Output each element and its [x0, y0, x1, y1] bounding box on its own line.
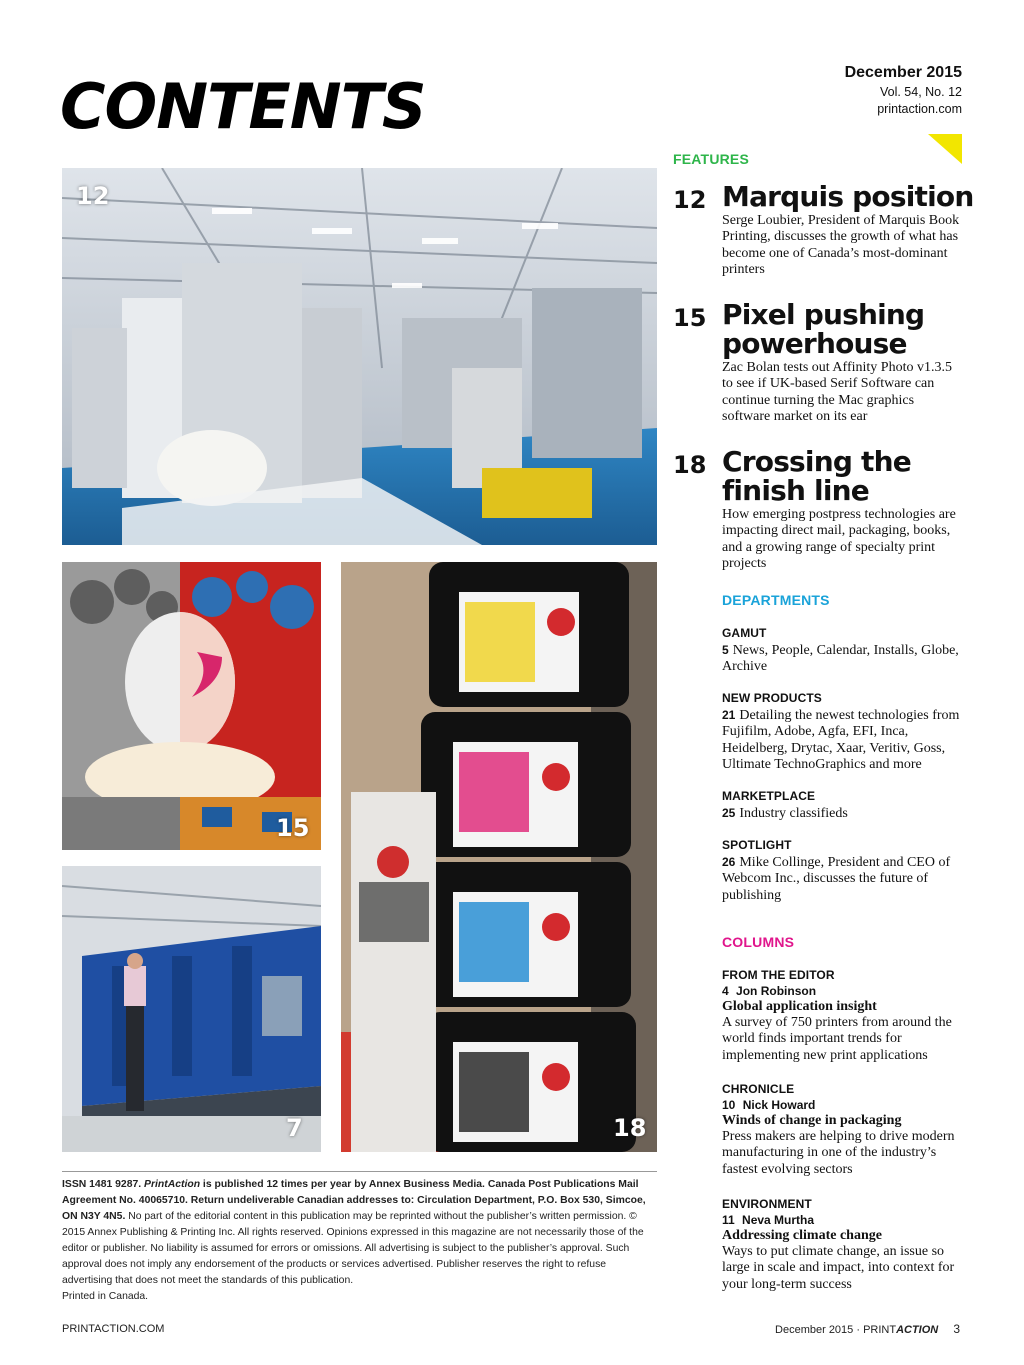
column-title: Global application insight	[722, 999, 877, 1014]
column-name: FROM THE EDITOR	[722, 968, 835, 982]
column-author-line	[722, 1213, 972, 1227]
department-body	[722, 707, 972, 773]
feature-page-number: 15	[673, 304, 707, 332]
column-item[interactable]	[722, 968, 972, 1064]
features-heading: FEATURES	[673, 151, 750, 167]
footer-brand-print: PRINT	[863, 1324, 897, 1336]
column-author: Jon Robinson	[736, 984, 817, 998]
photo-page-number: 12	[76, 182, 110, 210]
department-description: Mike Collinge, President and CEO of Webcom Inc., discusses the future of publishing	[722, 855, 951, 903]
masthead-issn: ISSN 1481 9287.	[62, 1179, 142, 1190]
footer-page-number: 3	[953, 1322, 960, 1336]
column-item[interactable]	[722, 1082, 972, 1178]
footer-brand	[863, 1324, 938, 1336]
footer-brand-action: ACTION	[896, 1324, 939, 1336]
column-description: Press makers are helping to drive modern manufacturing in one of the industry’s fastest evolving sectors	[722, 1129, 955, 1177]
photo-page-number: 18	[613, 1114, 647, 1142]
feature-item[interactable]	[673, 182, 973, 278]
accent-triangle	[928, 134, 962, 164]
masthead-divider	[62, 1171, 657, 1172]
ink-tubs-photo	[341, 562, 657, 1152]
column-page-number: 10	[722, 1098, 736, 1112]
column-page-number: 4	[722, 984, 729, 998]
photo-page-number: 7	[286, 1114, 303, 1142]
footer-folio	[775, 1322, 960, 1336]
column-author-line	[722, 984, 972, 998]
footer-date: December 2015 ·	[775, 1324, 861, 1336]
masthead-publisher-info: is published 12 times per year by Annex Business Media. Canada Post Publications Mail Agreement No. 40065710. Return undeliverable Canadian addresses to: Circulation Department, P.O. Box 530, Simcoe, ON N3Y 4N5.	[62, 1179, 646, 1222]
column-page-number: 11	[722, 1213, 735, 1227]
printing-plant-photo	[62, 168, 657, 545]
department-page-number: 21	[722, 708, 736, 722]
department-description: Industry classifieds	[739, 806, 848, 821]
opera-portrait-photo	[62, 562, 321, 850]
column-description: A survey of 750 printers from around the world finds important trends for implementing new print applications	[722, 1015, 952, 1063]
department-body	[722, 854, 972, 904]
feature-item[interactable]	[673, 300, 973, 425]
feature-title: Marquis position	[722, 180, 974, 213]
feature-description: Serge Loubier, President of Marquis Book Printing, discusses the growth of what has become one of Canada’s most-dominant printers	[722, 213, 960, 277]
column-name: CHRONICLE	[722, 1082, 795, 1096]
feature-page-number: 18	[673, 451, 707, 479]
press-room-photo	[62, 866, 321, 1152]
issue-website: printaction.com	[877, 102, 962, 116]
feature-page-number: 12	[673, 186, 707, 214]
department-name: NEW PRODUCTS	[722, 691, 822, 705]
department-item[interactable]	[722, 838, 972, 904]
columns-heading: COLUMNS	[722, 934, 795, 950]
issue-volume: Vol. 54, No. 12	[879, 85, 962, 99]
department-body	[722, 805, 972, 822]
department-description: News, People, Calendar, Installs, Globe, Archive	[722, 643, 959, 675]
masthead-printed: Printed in Canada.	[62, 1291, 149, 1302]
department-description: Detailing the newest technologies from Fujifilm, Adobe, Agfa, EFI, Inca, Heidelberg, Drytac, Xaar, Veritiv, Goss, Ultimate TechnoGraphics and more	[722, 708, 960, 772]
issue-meta	[845, 64, 962, 116]
department-page-number: 25	[722, 806, 736, 820]
masthead-legal: No part of the editorial content in this publication may be reprinted without the publisher’s written permission. © 2015 Annex Publishing & Printing Inc. All rights reserved. Opinions expressed in this magazine are not necessarily those of the editor or publisher. No liability is assumed for errors or omissions. All advertising is subject to the publisher’s approval. Such approval does not imply any endorsement of the products or services advertised. Publisher reserves the right to refuse advertising that does not meet the standards of this publication.	[62, 1211, 644, 1286]
column-name: ENVIRONMENT	[722, 1197, 812, 1211]
column-title: Addressing climate change	[722, 1228, 882, 1243]
department-item[interactable]	[722, 626, 972, 676]
department-name: SPOTLIGHT	[722, 838, 792, 852]
feature-description: Zac Bolan tests out Affinity Photo v1.3.5 to see if UK-based Serif Software can continue turning the Mac graphics software market on its ear	[722, 360, 952, 424]
masthead-publication-name: PrintAction	[144, 1179, 201, 1190]
feature-title: Pixel pushing powerhouse	[722, 298, 925, 360]
department-page-number: 26	[722, 855, 736, 869]
issue-date: December 2015	[844, 64, 962, 81]
department-name: GAMUT	[722, 626, 767, 640]
feature-item[interactable]	[673, 447, 973, 572]
department-item[interactable]	[722, 691, 972, 773]
departments-heading: DEPARTMENTS	[722, 592, 830, 608]
column-item[interactable]	[722, 1197, 972, 1293]
feature-description: How emerging postpress technologies are impacting direct mail, packaging, books, and a growing range of specialty print projects	[722, 507, 956, 571]
department-page-number: 5	[722, 643, 729, 657]
column-author-line	[722, 1098, 972, 1112]
photo-page-number: 15	[276, 814, 310, 842]
column-description: Ways to put climate change, an issue so large in scale and impact, into context for your long-term success	[722, 1244, 955, 1292]
column-author: Neva Murtha	[742, 1213, 815, 1227]
department-name: MARKETPLACE	[722, 789, 816, 803]
page-title: CONTENTS	[60, 70, 426, 143]
department-item[interactable]	[722, 789, 972, 822]
masthead-text	[62, 1177, 657, 1305]
department-body	[722, 642, 972, 676]
column-author: Nick Howard	[742, 1098, 816, 1112]
footer-website: PRINTACTION.COM	[62, 1323, 165, 1335]
column-title: Winds of change in packaging	[722, 1113, 902, 1128]
feature-title: Crossing the finish line	[722, 445, 911, 507]
